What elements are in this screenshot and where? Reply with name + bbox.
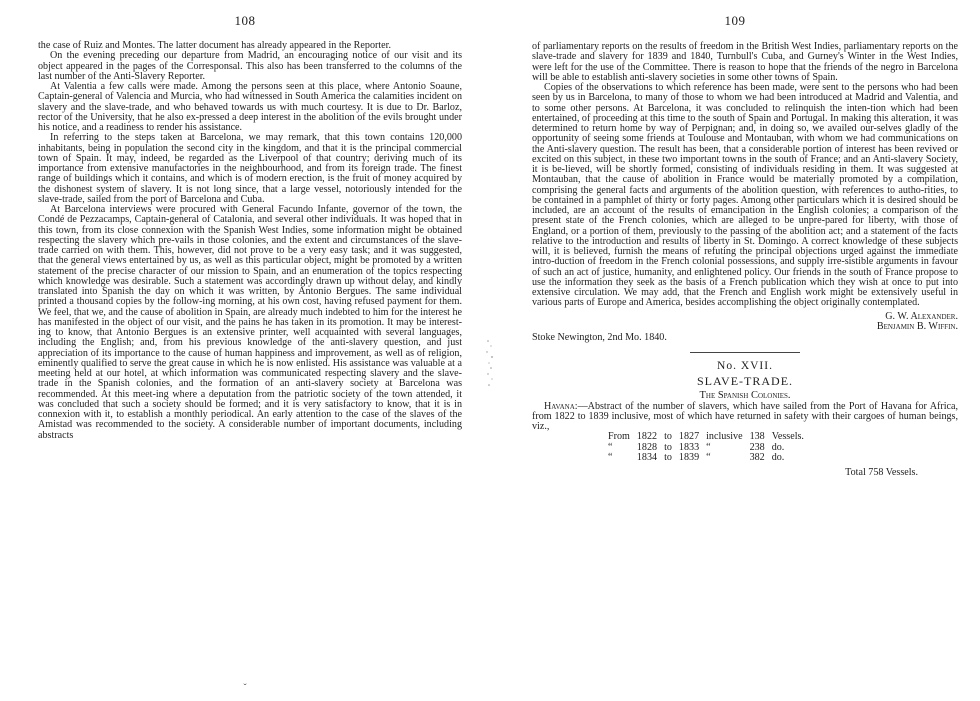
place-date: Stoke Newington, 2nd Mo. 1840. (532, 331, 667, 343)
period-to: 1827 (678, 431, 700, 443)
page-bottom-mark: ˇ (243, 683, 247, 694)
period-count: 238 (749, 441, 765, 453)
signature: Benjamin B. Wiffin. (876, 321, 958, 333)
section-title: SLAVE-TRADE. (696, 374, 794, 389)
period-from: 1834 (636, 452, 658, 464)
paragraph: In referring to the steps taken at Barcelona, we may remark, that this town contains 120,000 inhabitants, being in population the second city in the kingdom, and that it is the principal commercial town of Spain. It may, indeed, be regarded as the Liverpool of that country; deriving much of its importance from extensive manufactories in the neighbourhood, and from its foreign trade. The finest range of buildings which it contains, and which is of modern erection, is the fruit of money acquired by the dishonest system of slavery. It is not long since, that a large vessel, notoriously intended for the slave-trade, sailed from the port of Barcelona and Cuba. (38, 132, 462, 205)
right-page (490, 0, 980, 701)
period-to: 1839 (678, 452, 700, 464)
period-from: 1828 (636, 441, 658, 453)
table-row (608, 453, 811, 463)
period-count: 382 (749, 452, 765, 464)
paragraph: the case of Ruiz and Montes. The latter document has already appeared in the Reporter. (38, 40, 391, 51)
page-number-left: 108 (234, 13, 256, 28)
havana-lead: Havana (544, 400, 575, 412)
period-unit: do. (771, 452, 785, 464)
period-to: 1833 (678, 441, 700, 453)
period-prefix: “ (608, 452, 613, 464)
paragraph: At Barcelona interviews were procured with General Facundo Infante, governor of the town, the Condé de Pezzacamps, Captain-general of Catalonia, and several other individuals. It was hoped that in this town, from its close connexion with the Spanish West Indies, some information might be obtained respecting the slavery which pre-vails in those colonies, and the extent and circumstances of the slave-trade carried on with them. This, however, did not prove to be a very easy task; and it was suggested, that the general views entertained by us, as well as this particular object, might be promoted by a written statement of the precise character of our mission to Spain, and an enumeration of the topics respecting which knowledge was desirable. Such a statement was accordingly drawn up without delay, and kindly translated into Spanish the day on which it was written, by Antonio Bergues. The same individual printed a thousand copies by the follow-ing morning, at his own cost, having refused payment for them. We feel, that we, and the cause of abolition in Spain, are already much indebted to him for the interest he has manifested in the object of our visit, and the pains he has taken in its promotion. It may be interest-ing to know, that Antonio Bergues is an extensive printer, well acquainted with several languages, including the English; and, from his previous knowledge of the anti-slavery question, and just appreciation of its importance to the cause of human happiness and improvement, as well as of religion, eminently qualified to serve the great cause in which he is now enlisted. His assistance was valuable at a meeting held at our hotel, at which information was communicated respecting slavery and the slave-trade in the Spanish colonies, and the formation of an anti-slavery society at Barcelona was recommended. At this meet-ing where a deputation from the patriotic society of the town attended, it was concluded that such a society should be formed; and it is very satisfactory to know, that it is in connexion with it, to establish a monthly periodical. An early attention to the case of the slaves of the Amistad was recommended to the society. A considerable number of important documents, including abstracts (38, 204, 462, 441)
paragraph: On the evening preceding our departure from Madrid, an encouraging notice of our visit and its object appeared in the pages of the Corresponsal. This also has been transferred to the columns of the last number of the Anti-Slavery Reporter. (38, 50, 462, 82)
period-to-word: to (664, 452, 672, 464)
period-from: 1822 (636, 431, 658, 443)
period-prefix: “ (608, 441, 613, 453)
paragraph: Copies of the observations to which reference has been made, were sent to the persons who had been seen by us in Barcelona, to many of those to whom we had been introduced at Madrid and Valentia, and to some other persons. At Barcelona, it was concluded to relinquish the inten-tion which had been entertained, of proceeding at this time to the south of Spain and Portugal. In making this alteration, it was determined to return home by way of Perpignan; and, in doing so, we availed our-selves gladly of the opportunity of seeing some friends at Toulouse and Montauban, with whom we had communications on the Anti-slavery question. The result has been, that a considerable portion of interest has been revived or excited on this subject, in these two important towns in the south of France; and an Anti-slavery Society, it is be-lieved, will be shortly formed, consisting of individuals residing in them. It was suggested at Montauban, that the cause of abolition in France would be materially promoted by a compilation, comprising the general facts and arguments of the abolition question, with references to autho-rities, to be contained in a pamphlet of thirty or forty pages. Among other particulars which it is desired should be included, are an account of the results of emancipation in the English colonies; a comparison of the present state of the French colonies, which are alleged to be unpre-pared for liberty, with those of England, or a portion of them, previously to the passing of the abolition act; and a statement of the facts relative to the introduction and results of liberty in St. Domingo. A correct knowledge of these subjects will, it is believed, furnish the means of refuting the principal objections urged against the immediate intro-duction of freedom in the French colonial possessions, and supply irre-sistible arguments in favour of such an act of justice, humanity, and enlightened policy. Our friends in the south of France propose to use the information they seek as the basis of a French publication which they wish at once to put into extensive circulation. We may add, that the French and English work might be extensively useful in various parts of Europe and America, besides accomplishing the object originally contemplated. (532, 82, 958, 309)
period-to-word: to (664, 441, 672, 453)
period-unit: Vessels. (771, 431, 804, 443)
page-number-right: 109 (724, 13, 746, 28)
period-qualifier: “ (706, 441, 711, 453)
left-text-column (38, 41, 462, 441)
period-unit: do. (771, 441, 785, 453)
havana-text: :—Abstract of the number of slavers, which have sailed from the Port of Havana for Africa, from 1822 to 1839 inclusive, most of which have returned in safety with their cargoes of human beings, viz., (532, 400, 958, 433)
slaver-periods-table (608, 432, 811, 463)
right-text-column (532, 42, 958, 479)
period-count: 138 (749, 431, 765, 443)
signatures (532, 312, 958, 333)
period-prefix: From (608, 431, 630, 443)
havana-paragraph (532, 402, 958, 433)
signature: G. W. Alexander. (885, 310, 958, 322)
period-qualifier: “ (706, 452, 711, 464)
period-qualifier: inclusive (706, 431, 743, 443)
paragraph: At Valentia a few calls were made. Among the persons seen at this place, where Antonio Soaune, Captain-general of Valencia and Murcia, who had witnessed in South America the calamities incident on slavery and the slave-trade, and who behaved towards us with much courtesy. It is due to Dr. Barloz, rector of the University, that he also ex-pressed a deep interest in the abolition of the evils brought under his notice, and a readiness to render his assistance. (38, 81, 462, 133)
paragraph: of parliamentary reports on the results of freedom in the British West Indies, parliamentary reports on the slave-trade and slavery for 1839 and 1840, Turnbull's Cuba, and Gurney's Winter in the West Indies, were left for the use of the Committee. There is reason to hope that the friends of the negro in Barcelona will be able to establish anti-slavery societies in some other towns of Spain. (532, 41, 958, 83)
total-vessels: Total 758 Vessels. (845, 467, 918, 479)
period-to-word: to (664, 431, 672, 443)
section-divider (690, 352, 800, 353)
document-number: No. XVII. (717, 359, 773, 372)
section-subtitle: The Spanish Colonies. (699, 390, 791, 402)
